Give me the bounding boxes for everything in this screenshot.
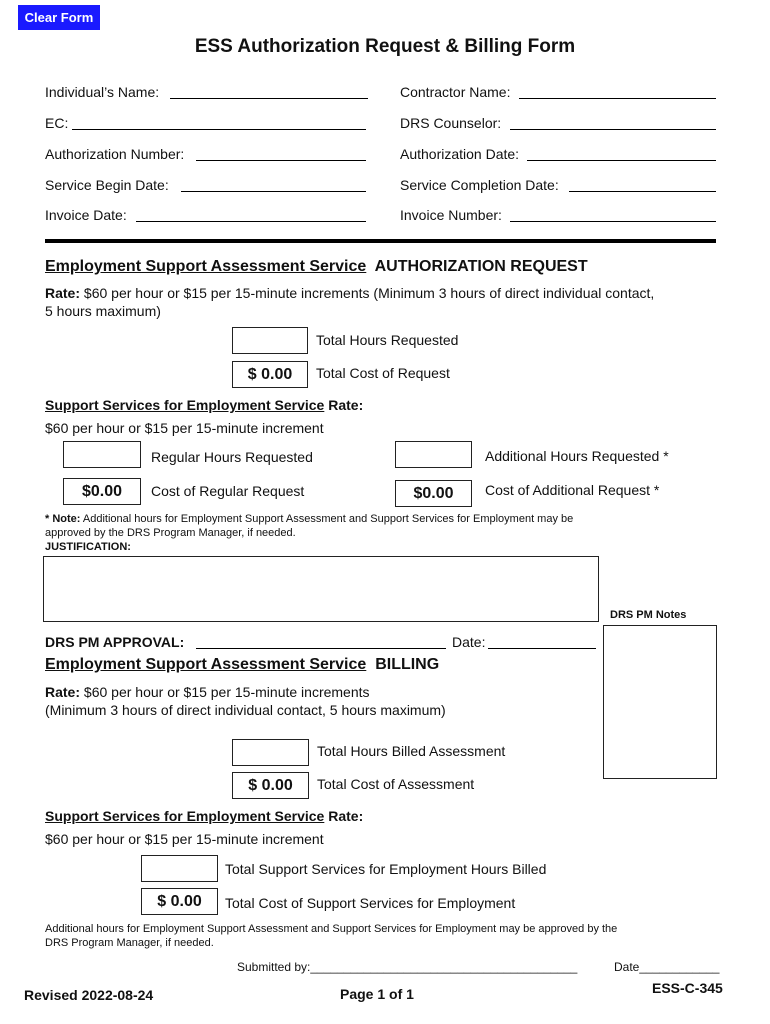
total-cost-assessment-label: Total Cost of Assessment bbox=[317, 776, 475, 792]
billing-rate-text2: (Minimum 3 hours of direct individual contact, 5 hours maximum) bbox=[45, 702, 446, 718]
note-bold: * Note: bbox=[45, 513, 81, 525]
support-cost-value: $ 0.00 bbox=[141, 888, 218, 915]
total-hours-billed-label: Total Hours Billed Assessment bbox=[317, 743, 506, 759]
total-hours-requested-label: Total Hours Requested bbox=[316, 332, 459, 348]
support-heading bbox=[45, 397, 363, 413]
regular-cost-value: $0.00 bbox=[63, 478, 141, 505]
drs-pm-approval-label: DRS PM APPROVAL: bbox=[45, 634, 185, 650]
drs-pm-approval-field[interactable] bbox=[196, 648, 446, 649]
justification-textarea[interactable] bbox=[43, 556, 599, 622]
additional-cost-label: Cost of Additional Request * bbox=[485, 482, 660, 498]
billing-rate-label: Rate: bbox=[45, 684, 81, 700]
authorization-date-field[interactable] bbox=[527, 160, 716, 161]
footer-note: Additional hours for Employment Support Assessment and Support Services for Employment may be approved by the bbox=[45, 923, 618, 935]
auth-heading bbox=[45, 258, 588, 276]
service-completion-date-label: Service Completion Date: bbox=[400, 177, 559, 193]
note-text: Additional hours for Employment Support Assessment and Support Services for Employment may be bbox=[82, 513, 574, 525]
support-rate-text: $60 per hour or $15 per 15-minute increment bbox=[45, 420, 324, 436]
form-number: ESS-C-345 bbox=[652, 980, 723, 996]
service-begin-date-field[interactable] bbox=[181, 191, 366, 192]
approval-date-field[interactable] bbox=[488, 648, 596, 649]
drs-pm-notes-textarea[interactable] bbox=[603, 625, 717, 779]
billing-heading bbox=[45, 656, 439, 674]
support-hours-billed-input[interactable] bbox=[141, 855, 218, 882]
support-heading-service: Support Services for Employment Service bbox=[45, 397, 325, 413]
invoice-number-field[interactable] bbox=[510, 221, 716, 222]
individual-name-field[interactable] bbox=[170, 98, 368, 99]
service-begin-date-label: Service Begin Date: bbox=[45, 177, 169, 193]
billing-support-heading-service: Support Services for Employment Service bbox=[45, 808, 325, 824]
auth-heading-type: AUTHORIZATION REQUEST bbox=[374, 258, 588, 275]
billing-support-heading-rate: Rate: bbox=[328, 808, 364, 824]
billing-heading-service: Employment Support Assessment Service bbox=[45, 656, 367, 673]
auth-rate-text2: 5 hours maximum) bbox=[45, 303, 161, 319]
additional-cost-value: $0.00 bbox=[395, 480, 472, 507]
billing-rate bbox=[45, 684, 370, 700]
contractor-name-field[interactable] bbox=[519, 98, 716, 99]
support-cost-label: Total Cost of Support Services for Employment bbox=[225, 895, 516, 911]
total-hours-billed-input[interactable] bbox=[232, 739, 309, 766]
invoice-number-label: Invoice Number: bbox=[400, 207, 502, 223]
auth-heading-service: Employment Support Assessment Service bbox=[45, 258, 367, 275]
note bbox=[45, 513, 573, 525]
total-hours-requested-input[interactable] bbox=[232, 327, 308, 354]
section-divider bbox=[45, 239, 716, 243]
regular-hours-label: Regular Hours Requested bbox=[151, 449, 313, 465]
authorization-number-label: Authorization Number: bbox=[45, 146, 185, 162]
billing-heading-type: BILLING bbox=[375, 656, 440, 673]
additional-hours-input[interactable] bbox=[395, 441, 472, 468]
drs-counselor-field[interactable] bbox=[510, 129, 716, 130]
contractor-name-label: Contractor Name: bbox=[400, 84, 511, 100]
regular-hours-input[interactable] bbox=[63, 441, 141, 468]
clear-form-button[interactable]: Clear Form bbox=[18, 5, 100, 30]
submitted-by[interactable]: Submitted by:________________________________________ bbox=[237, 960, 578, 974]
support-hours-billed-label: Total Support Services for Employment Hours Billed bbox=[225, 861, 547, 877]
ec-label: EC: bbox=[45, 115, 69, 131]
footer-note2: DRS Program Manager, if needed. bbox=[45, 937, 214, 949]
note-text2: approved by the DRS Program Manager, if needed. bbox=[45, 527, 296, 539]
service-completion-date-field[interactable] bbox=[569, 191, 716, 192]
billing-support-heading bbox=[45, 808, 363, 824]
total-cost-request-value: $ 0.00 bbox=[232, 361, 308, 388]
submitted-date[interactable]: Date____________ bbox=[614, 960, 720, 974]
individual-name-label: Individual’s Name: bbox=[45, 84, 160, 100]
auth-rate-text: $60 per hour or $15 per 15-minute increments (Minimum 3 hours of direct individual contact, bbox=[83, 285, 655, 301]
approval-date-label: Date: bbox=[452, 634, 486, 650]
authorization-date-label: Authorization Date: bbox=[400, 146, 520, 162]
authorization-number-field[interactable] bbox=[196, 160, 366, 161]
invoice-date-field[interactable] bbox=[136, 221, 366, 222]
billing-support-rate-text: $60 per hour or $15 per 15-minute increment bbox=[45, 831, 324, 847]
invoice-date-label: Invoice Date: bbox=[45, 207, 127, 223]
ec-field[interactable] bbox=[72, 129, 366, 130]
page-title: ESS Authorization Request & Billing Form bbox=[194, 36, 576, 57]
additional-hours-label: Additional Hours Requested * bbox=[485, 448, 669, 464]
support-heading-rate: Rate: bbox=[328, 397, 364, 413]
auth-rate bbox=[45, 285, 654, 301]
billing-rate-text: $60 per hour or $15 per 15-minute increments bbox=[83, 684, 370, 700]
drs-pm-notes-label: DRS PM Notes bbox=[610, 609, 687, 621]
justification-label: JUSTIFICATION: bbox=[45, 541, 131, 553]
revised-date: Revised 2022-08-24 bbox=[24, 987, 154, 1003]
page-number: Page 1 of 1 bbox=[340, 986, 414, 1002]
total-cost-request-label: Total Cost of Request bbox=[316, 365, 450, 381]
total-cost-assessment-value: $ 0.00 bbox=[232, 772, 309, 799]
regular-cost-label: Cost of Regular Request bbox=[151, 483, 305, 499]
auth-rate-label: Rate: bbox=[45, 285, 81, 301]
drs-counselor-label: DRS Counselor: bbox=[400, 115, 502, 131]
